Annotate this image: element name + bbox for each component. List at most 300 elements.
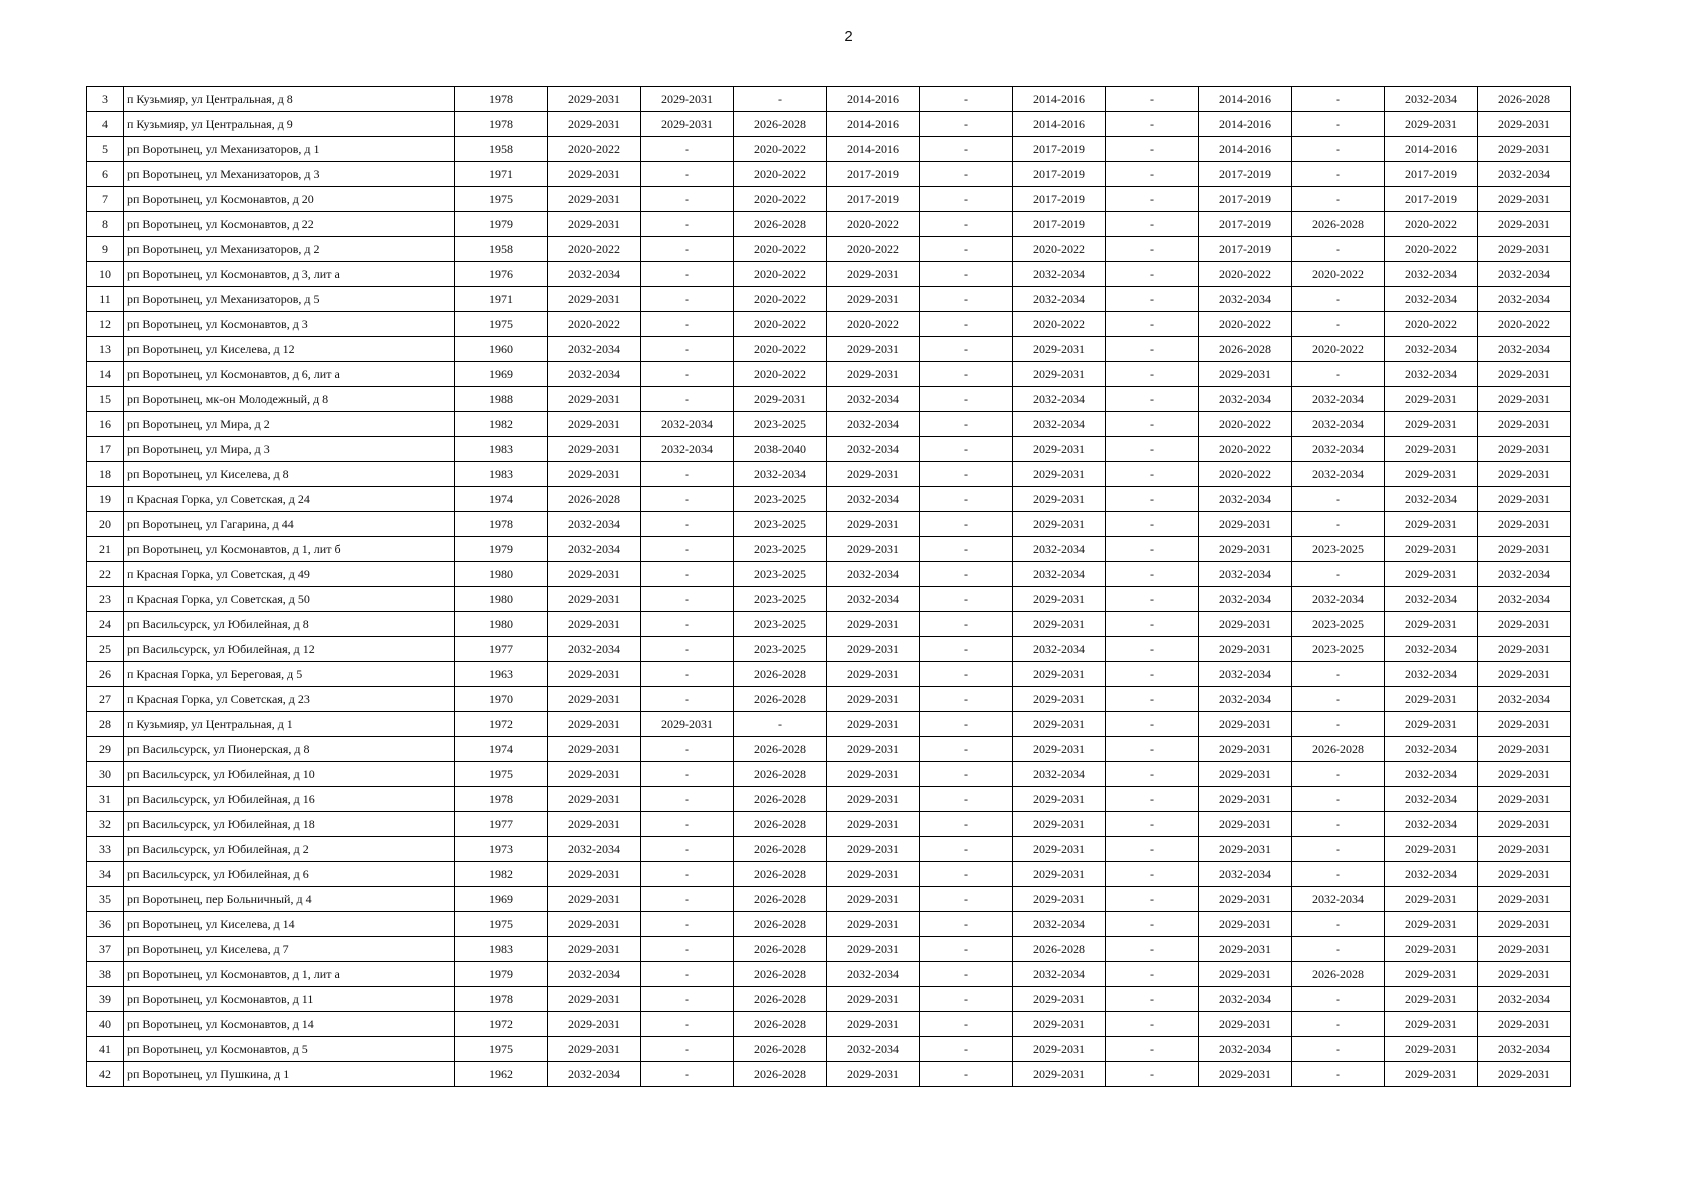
cell-period-7: - (1106, 437, 1199, 462)
cell-period-6: 2029-2031 (1013, 862, 1106, 887)
cell-period-8: 2032-2034 (1199, 987, 1292, 1012)
cell-period-9: - (1292, 87, 1385, 112)
cell-address: рп Воротынец, ул Космонавтов, д 6, лит а (124, 362, 455, 387)
cell-build-year: 1978 (455, 112, 548, 137)
cell-period-10: 2032-2034 (1385, 287, 1478, 312)
cell-period-6: 2017-2019 (1013, 187, 1106, 212)
cell-address: рп Воротынец, ул Космонавтов, д 14 (124, 1012, 455, 1037)
table-row (87, 787, 1571, 812)
cell-period-2: - (641, 1037, 734, 1062)
cell-period-4: 2029-2031 (827, 462, 920, 487)
cell-period-8: 2020-2022 (1199, 412, 1292, 437)
cell-build-year: 1980 (455, 612, 548, 637)
cell-period-10: 2017-2019 (1385, 187, 1478, 212)
cell-period-6: 2029-2031 (1013, 462, 1106, 487)
cell-period-4: 2029-2031 (827, 912, 920, 937)
table-row (87, 987, 1571, 1012)
page-number: 2 (844, 28, 853, 45)
table-row (87, 962, 1571, 987)
cell-period-8: 2029-2031 (1199, 937, 1292, 962)
cell-period-2: 2032-2034 (641, 437, 734, 462)
cell-period-5: - (920, 987, 1013, 1012)
table-row (87, 887, 1571, 912)
cell-period-6: 2029-2031 (1013, 662, 1106, 687)
cell-period-10: 2032-2034 (1385, 737, 1478, 762)
cell-period-7: - (1106, 137, 1199, 162)
cell-period-1: 2029-2031 (548, 737, 641, 762)
cell-period-6: 2029-2031 (1013, 612, 1106, 637)
cell-period-8: 2029-2031 (1199, 962, 1292, 987)
cell-period-7: - (1106, 462, 1199, 487)
cell-address: рп Васильсурск, ул Юбилейная, д 16 (124, 787, 455, 812)
cell-period-3: 2020-2022 (734, 362, 827, 387)
cell-period-3: 2026-2028 (734, 687, 827, 712)
cell-period-10: 2029-2031 (1385, 562, 1478, 587)
table-row (87, 1012, 1571, 1037)
cell-period-4: 2029-2031 (827, 662, 920, 687)
cell-period-11: 2029-2031 (1478, 137, 1571, 162)
cell-period-3: 2026-2028 (734, 662, 827, 687)
cell-address: рп Воротынец, ул Киселева, д 14 (124, 912, 455, 937)
cell-address: рп Воротынец, ул Пушкина, д 1 (124, 1062, 455, 1087)
cell-period-11: 2032-2034 (1478, 687, 1571, 712)
cell-period-8: 2029-2031 (1199, 887, 1292, 912)
cell-period-5: - (920, 237, 1013, 262)
cell-period-5: - (920, 862, 1013, 887)
cell-period-10: 2020-2022 (1385, 212, 1478, 237)
cell-period-3: 2026-2028 (734, 112, 827, 137)
table-row (87, 1037, 1571, 1062)
cell-period-10: 2032-2034 (1385, 87, 1478, 112)
cell-build-year: 1977 (455, 637, 548, 662)
cell-period-8: 2029-2031 (1199, 787, 1292, 812)
cell-period-10: 2032-2034 (1385, 762, 1478, 787)
cell-period-3: 2026-2028 (734, 212, 827, 237)
cell-period-10: 2029-2031 (1385, 1037, 1478, 1062)
cell-period-6: 2032-2034 (1013, 912, 1106, 937)
cell-period-3: 2026-2028 (734, 762, 827, 787)
cell-period-11: 2029-2031 (1478, 212, 1571, 237)
cell-period-11: 2029-2031 (1478, 787, 1571, 812)
cell-period-8: 2029-2031 (1199, 612, 1292, 637)
cell-address: п Кузьмияр, ул Центральная, д 8 (124, 87, 455, 112)
cell-period-1: 2029-2031 (548, 787, 641, 812)
cell-period-7: - (1106, 812, 1199, 837)
cell-period-5: - (920, 562, 1013, 587)
cell-period-1: 2029-2031 (548, 437, 641, 462)
cell-period-4: 2032-2034 (827, 412, 920, 437)
table-row (87, 862, 1571, 887)
cell-period-11: 2029-2031 (1478, 487, 1571, 512)
cell-build-year: 1975 (455, 912, 548, 937)
cell-build-year: 1970 (455, 687, 548, 712)
table-row (87, 662, 1571, 687)
cell-period-10: 2029-2031 (1385, 837, 1478, 862)
cell-address: рп Воротынец, ул Мира, д 3 (124, 437, 455, 462)
cell-period-3: 2023-2025 (734, 512, 827, 537)
cell-period-7: - (1106, 612, 1199, 637)
table-row (87, 612, 1571, 637)
cell-period-8: 2017-2019 (1199, 237, 1292, 262)
cell-period-11: 2029-2031 (1478, 737, 1571, 762)
cell-period-5: - (920, 662, 1013, 687)
cell-period-6: 2029-2031 (1013, 787, 1106, 812)
cell-period-8: 2020-2022 (1199, 462, 1292, 487)
cell-period-7: - (1106, 762, 1199, 787)
cell-period-1: 2029-2031 (548, 562, 641, 587)
cell-period-4: 2029-2031 (827, 537, 920, 562)
cell-period-5: - (920, 537, 1013, 562)
cell-period-7: - (1106, 162, 1199, 187)
cell-period-2: - (641, 812, 734, 837)
cell-period-4: 2032-2034 (827, 562, 920, 587)
cell-period-6: 2032-2034 (1013, 962, 1106, 987)
cell-address: рп Воротынец, ул Космонавтов, д 22 (124, 212, 455, 237)
cell-period-3: 2020-2022 (734, 287, 827, 312)
cell-period-2: - (641, 962, 734, 987)
cell-period-7: - (1106, 1062, 1199, 1087)
cell-period-9: - (1292, 687, 1385, 712)
cell-period-7: - (1106, 337, 1199, 362)
cell-period-5: - (920, 87, 1013, 112)
cell-period-6: 2020-2022 (1013, 312, 1106, 337)
cell-period-7: - (1106, 837, 1199, 862)
cell-period-8: 2020-2022 (1199, 262, 1292, 287)
cell-row-number: 30 (87, 762, 124, 787)
cell-period-1: 2029-2031 (548, 287, 641, 312)
table-row (87, 687, 1571, 712)
cell-address: рп Воротынец, ул Космонавтов, д 20 (124, 187, 455, 212)
cell-period-6: 2017-2019 (1013, 162, 1106, 187)
cell-period-1: 2029-2031 (548, 87, 641, 112)
cell-period-10: 2032-2034 (1385, 662, 1478, 687)
cell-period-6: 2020-2022 (1013, 237, 1106, 262)
cell-period-10: 2032-2034 (1385, 637, 1478, 662)
cell-row-number: 28 (87, 712, 124, 737)
cell-address: рп Васильсурск, ул Юбилейная, д 6 (124, 862, 455, 887)
cell-period-11: 2026-2028 (1478, 87, 1571, 112)
cell-period-7: - (1106, 537, 1199, 562)
cell-period-8: 2032-2034 (1199, 487, 1292, 512)
cell-period-11: 2032-2034 (1478, 162, 1571, 187)
cell-period-11: 2029-2031 (1478, 887, 1571, 912)
cell-period-9: 2026-2028 (1292, 212, 1385, 237)
cell-row-number: 29 (87, 737, 124, 762)
cell-build-year: 1975 (455, 187, 548, 212)
table-row (87, 362, 1571, 387)
cell-period-5: - (920, 512, 1013, 537)
cell-address: рп Воротынец, ул Мира, д 2 (124, 412, 455, 437)
cell-period-10: 2029-2031 (1385, 612, 1478, 637)
cell-row-number: 41 (87, 1037, 124, 1062)
cell-period-3: 2038-2040 (734, 437, 827, 462)
cell-row-number: 36 (87, 912, 124, 937)
cell-period-9: 2032-2034 (1292, 412, 1385, 437)
cell-period-10: 2029-2031 (1385, 112, 1478, 137)
cell-period-1: 2032-2034 (548, 1062, 641, 1087)
cell-period-3: 2023-2025 (734, 612, 827, 637)
cell-period-9: 2023-2025 (1292, 637, 1385, 662)
cell-address: рп Воротынец, ул Киселева, д 8 (124, 462, 455, 487)
cell-build-year: 1979 (455, 537, 548, 562)
cell-period-8: 2020-2022 (1199, 437, 1292, 462)
cell-period-1: 2032-2034 (548, 837, 641, 862)
cell-period-5: - (920, 412, 1013, 437)
cell-row-number: 17 (87, 437, 124, 462)
cell-period-1: 2032-2034 (548, 637, 641, 662)
cell-address: рп Воротынец, ул Космонавтов, д 1, лит а (124, 962, 455, 987)
cell-period-4: 2032-2034 (827, 1037, 920, 1062)
cell-period-1: 2029-2031 (548, 412, 641, 437)
cell-period-10: 2032-2034 (1385, 862, 1478, 887)
cell-period-3: 2020-2022 (734, 162, 827, 187)
cell-period-11: 2020-2022 (1478, 312, 1571, 337)
cell-period-2: - (641, 137, 734, 162)
cell-build-year: 1988 (455, 387, 548, 412)
cell-period-11: 2029-2031 (1478, 437, 1571, 462)
table-row (87, 262, 1571, 287)
cell-row-number: 31 (87, 787, 124, 812)
cell-period-10: 2032-2034 (1385, 337, 1478, 362)
cell-period-10: 2032-2034 (1385, 362, 1478, 387)
cell-period-1: 2032-2034 (548, 337, 641, 362)
cell-period-9: - (1292, 1037, 1385, 1062)
cell-address: рп Воротынец, ул Киселева, д 7 (124, 937, 455, 962)
cell-period-2: - (641, 362, 734, 387)
table-row (87, 712, 1571, 737)
table-row (87, 912, 1571, 937)
cell-period-5: - (920, 587, 1013, 612)
cell-build-year: 1958 (455, 237, 548, 262)
cell-period-5: - (920, 262, 1013, 287)
table-row (87, 337, 1571, 362)
cell-period-9: - (1292, 837, 1385, 862)
cell-period-10: 2029-2031 (1385, 1062, 1478, 1087)
cell-address: рп Воротынец, ул Киселева, д 12 (124, 337, 455, 362)
cell-period-2: - (641, 212, 734, 237)
table-row (87, 237, 1571, 262)
cell-row-number: 16 (87, 412, 124, 437)
cell-build-year: 1972 (455, 712, 548, 737)
cell-address: п Красная Горка, ул Советская, д 49 (124, 562, 455, 587)
table-row (87, 1062, 1571, 1087)
cell-period-5: - (920, 837, 1013, 862)
cell-period-11: 2032-2034 (1478, 337, 1571, 362)
cell-period-4: 2032-2034 (827, 437, 920, 462)
cell-period-6: 2029-2031 (1013, 337, 1106, 362)
table-row (87, 137, 1571, 162)
cell-period-3: - (734, 87, 827, 112)
cell-period-1: 2032-2034 (548, 512, 641, 537)
table-row (87, 437, 1571, 462)
table-row (87, 287, 1571, 312)
cell-period-3: 2026-2028 (734, 962, 827, 987)
cell-period-4: 2029-2031 (827, 887, 920, 912)
cell-address: п Красная Горка, ул Советская, д 23 (124, 687, 455, 712)
cell-period-8: 2014-2016 (1199, 137, 1292, 162)
cell-period-6: 2026-2028 (1013, 937, 1106, 962)
cell-period-6: 2032-2034 (1013, 287, 1106, 312)
cell-period-2: - (641, 162, 734, 187)
cell-period-4: 2029-2031 (827, 262, 920, 287)
cell-period-7: - (1106, 287, 1199, 312)
cell-period-5: - (920, 212, 1013, 237)
table-body (87, 87, 1571, 1087)
cell-period-8: 2029-2031 (1199, 362, 1292, 387)
cell-period-2: 2032-2034 (641, 412, 734, 437)
cell-row-number: 38 (87, 962, 124, 987)
cell-row-number: 27 (87, 687, 124, 712)
table-row (87, 112, 1571, 137)
table-row (87, 562, 1571, 587)
cell-period-6: 2029-2031 (1013, 587, 1106, 612)
cell-build-year: 1978 (455, 512, 548, 537)
cell-period-11: 2029-2031 (1478, 962, 1571, 987)
table-row (87, 637, 1571, 662)
cell-period-11: 2029-2031 (1478, 462, 1571, 487)
cell-period-2: - (641, 612, 734, 637)
cell-period-3: 2026-2028 (734, 987, 827, 1012)
cell-build-year: 1976 (455, 262, 548, 287)
cell-period-5: - (920, 287, 1013, 312)
cell-period-8: 2029-2031 (1199, 637, 1292, 662)
cell-period-6: 2029-2031 (1013, 487, 1106, 512)
cell-period-9: 2032-2034 (1292, 387, 1385, 412)
cell-period-9: 2026-2028 (1292, 737, 1385, 762)
cell-period-11: 2029-2031 (1478, 187, 1571, 212)
cell-build-year: 1982 (455, 412, 548, 437)
cell-row-number: 37 (87, 937, 124, 962)
cell-period-2: - (641, 687, 734, 712)
cell-period-4: 2032-2034 (827, 487, 920, 512)
cell-period-4: 2032-2034 (827, 587, 920, 612)
cell-build-year: 1969 (455, 362, 548, 387)
cell-period-8: 2032-2034 (1199, 287, 1292, 312)
cell-period-6: 2032-2034 (1013, 762, 1106, 787)
cell-row-number: 22 (87, 562, 124, 587)
cell-period-9: - (1292, 287, 1385, 312)
cell-period-5: - (920, 362, 1013, 387)
cell-row-number: 4 (87, 112, 124, 137)
cell-period-1: 2029-2031 (548, 612, 641, 637)
cell-period-1: 2020-2022 (548, 312, 641, 337)
cell-period-10: 2029-2031 (1385, 412, 1478, 437)
cell-build-year: 1978 (455, 87, 548, 112)
cell-period-3: 2026-2028 (734, 1037, 827, 1062)
cell-period-9: - (1292, 862, 1385, 887)
table-row (87, 487, 1571, 512)
cell-period-7: - (1106, 562, 1199, 587)
cell-period-8: 2029-2031 (1199, 837, 1292, 862)
cell-period-7: - (1106, 362, 1199, 387)
cell-period-11: 2032-2034 (1478, 262, 1571, 287)
cell-period-7: - (1106, 1012, 1199, 1037)
cell-row-number: 42 (87, 1062, 124, 1087)
cell-period-10: 2017-2019 (1385, 162, 1478, 187)
cell-address: рп Васильсурск, ул Юбилейная, д 12 (124, 637, 455, 662)
cell-period-4: 2032-2034 (827, 962, 920, 987)
cell-period-6: 2032-2034 (1013, 387, 1106, 412)
cell-period-10: 2029-2031 (1385, 962, 1478, 987)
cell-period-9: - (1292, 562, 1385, 587)
cell-address: рп Васильсурск, ул Юбилейная, д 2 (124, 837, 455, 862)
cell-period-5: - (920, 137, 1013, 162)
cell-build-year: 1975 (455, 762, 548, 787)
cell-period-7: - (1106, 237, 1199, 262)
cell-period-11: 2029-2031 (1478, 712, 1571, 737)
cell-period-9: - (1292, 162, 1385, 187)
cell-period-5: - (920, 162, 1013, 187)
cell-period-3: 2026-2028 (734, 837, 827, 862)
cell-row-number: 25 (87, 637, 124, 662)
cell-period-10: 2014-2016 (1385, 137, 1478, 162)
cell-period-3: 2032-2034 (734, 462, 827, 487)
cell-period-3: 2020-2022 (734, 337, 827, 362)
cell-period-2: - (641, 1012, 734, 1037)
cell-row-number: 11 (87, 287, 124, 312)
cell-period-5: - (920, 1037, 1013, 1062)
cell-period-6: 2029-2031 (1013, 1062, 1106, 1087)
cell-period-3: 2020-2022 (734, 262, 827, 287)
cell-period-6: 2029-2031 (1013, 812, 1106, 837)
cell-period-7: - (1106, 987, 1199, 1012)
cell-build-year: 1960 (455, 337, 548, 362)
cell-build-year: 1958 (455, 137, 548, 162)
cell-period-3: 2023-2025 (734, 562, 827, 587)
cell-period-7: - (1106, 262, 1199, 287)
cell-period-7: - (1106, 387, 1199, 412)
cell-period-10: 2029-2031 (1385, 537, 1478, 562)
cell-period-1: 2020-2022 (548, 137, 641, 162)
cell-period-2: - (641, 187, 734, 212)
cell-period-11: 2029-2031 (1478, 1062, 1571, 1087)
cell-build-year: 1983 (455, 437, 548, 462)
cell-period-10: 2029-2031 (1385, 912, 1478, 937)
cell-period-9: 2020-2022 (1292, 262, 1385, 287)
cell-period-10: 2032-2034 (1385, 587, 1478, 612)
cell-period-4: 2020-2022 (827, 237, 920, 262)
cell-period-10: 2032-2034 (1385, 787, 1478, 812)
cell-period-11: 2032-2034 (1478, 1037, 1571, 1062)
cell-period-9: - (1292, 112, 1385, 137)
cell-period-4: 2020-2022 (827, 312, 920, 337)
cell-period-1: 2032-2034 (548, 262, 641, 287)
cell-period-6: 2029-2031 (1013, 687, 1106, 712)
cell-address: рп Воротынец, ул Космонавтов, д 3 (124, 312, 455, 337)
cell-period-2: - (641, 512, 734, 537)
table-row (87, 212, 1571, 237)
cell-period-3: 2023-2025 (734, 412, 827, 437)
cell-period-7: - (1106, 187, 1199, 212)
cell-period-6: 2014-2016 (1013, 87, 1106, 112)
cell-period-3: 2026-2028 (734, 912, 827, 937)
cell-period-1: 2029-2031 (548, 912, 641, 937)
cell-build-year: 1974 (455, 737, 548, 762)
cell-period-1: 2032-2034 (548, 537, 641, 562)
cell-row-number: 33 (87, 837, 124, 862)
cell-period-1: 2032-2034 (548, 362, 641, 387)
cell-period-7: - (1106, 662, 1199, 687)
table-row (87, 387, 1571, 412)
repair-schedule-table (86, 86, 1571, 1087)
cell-period-2: - (641, 862, 734, 887)
cell-row-number: 35 (87, 887, 124, 912)
cell-row-number: 5 (87, 137, 124, 162)
cell-address: рп Воротынец, пер Больничный, д 4 (124, 887, 455, 912)
cell-period-10: 2029-2031 (1385, 387, 1478, 412)
cell-period-3: 2026-2028 (734, 787, 827, 812)
cell-address: рп Воротынец, ул Космонавтов, д 1, лит б (124, 537, 455, 562)
